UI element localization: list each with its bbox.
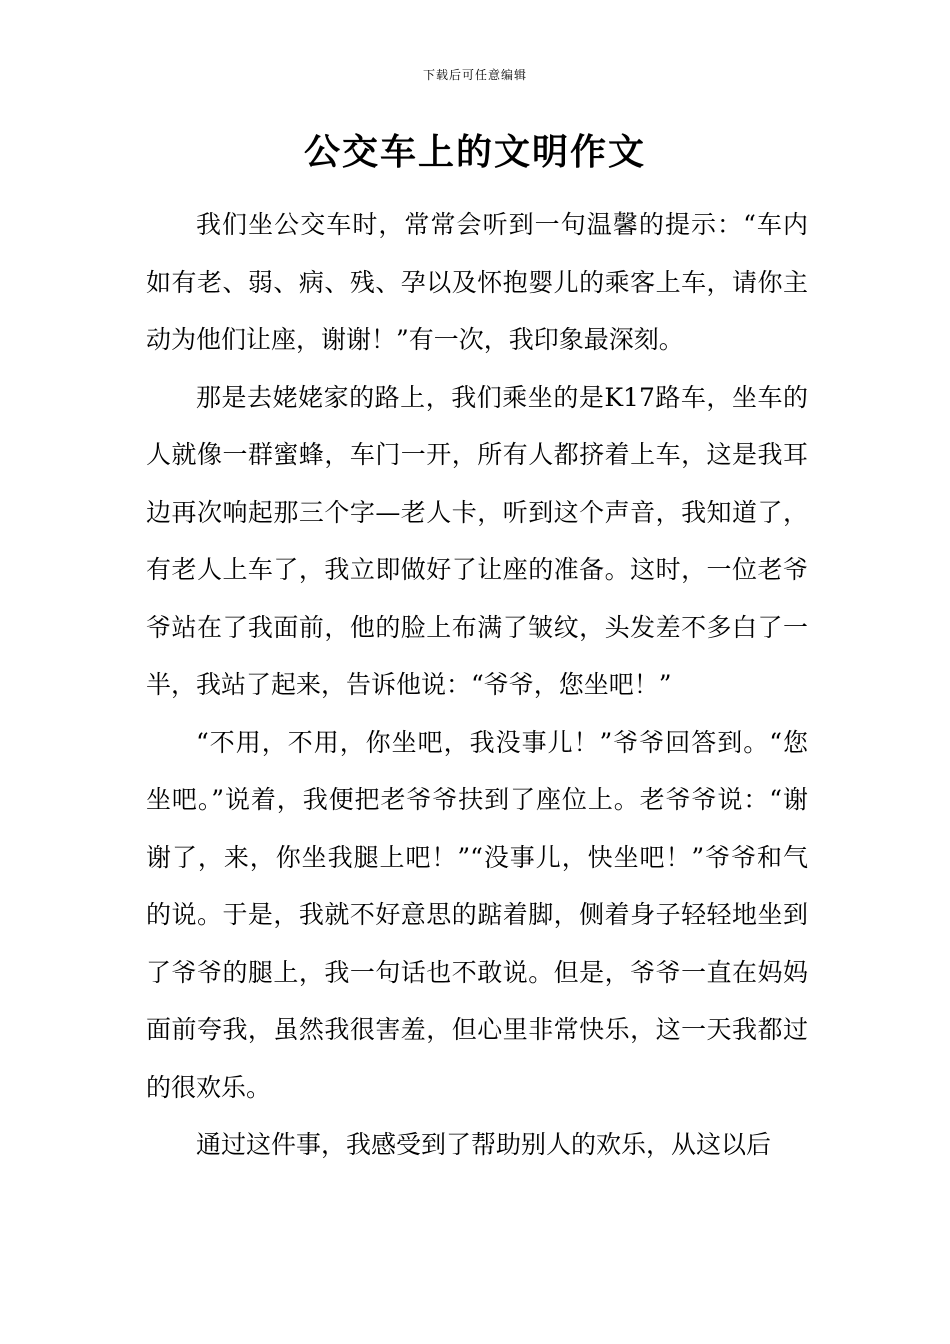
paragraph-2: 那是去姥姥家的路上，我们乘坐的是K17路车，坐车的人就像一群蜜蜂，车门一开，所有人都挤着上车，这是我耳边再次响起那三个字—老人卡，听到这个声音，我知道了，有老人上车了，我立即做好了让座的准备。这时，一位老爷爷站在了我面前，他的脸上布满了皱纹，头发差不多白了一半，我站了起来，告诉他说：“爷爷，您坐吧！”	[146, 382, 808, 699]
page-title: 公交车上的文明作文	[303, 132, 646, 173]
paragraph-3: “不用，不用，你坐吧，我没事儿！”爷爷回答到。“您坐吧。”说着，我便把老爷爷扶到了座位上。老爷爷说：“谢谢了，来，你坐我腿上吧！”“没事儿，快坐吧！”爷爷和气的说。于是，我就不好意思的踮着脚，侧着身子轻轻地坐到了爷爷的腿上，我一句话也不敢说。但是，爷爷一直在妈妈面前夸我，虽然我很害羞，但心里非常快乐，这一天我都过的很欢乐。	[146, 727, 808, 1102]
paragraph-4: 通过这件事，我感受到了帮助别人的欢乐，从这以后	[196, 1130, 772, 1159]
article-body	[146, 196, 808, 1174]
header-note: 下载后可任意编辑	[422, 68, 527, 82]
paragraph-1: 我们坐公交车时，常常会听到一句温馨的提示：“车内如有老、弱、病、残、孕以及怀抱婴儿的乘客上车，请你主动为他们让座，谢谢！”有一次，我印象最深刻。	[146, 210, 808, 354]
